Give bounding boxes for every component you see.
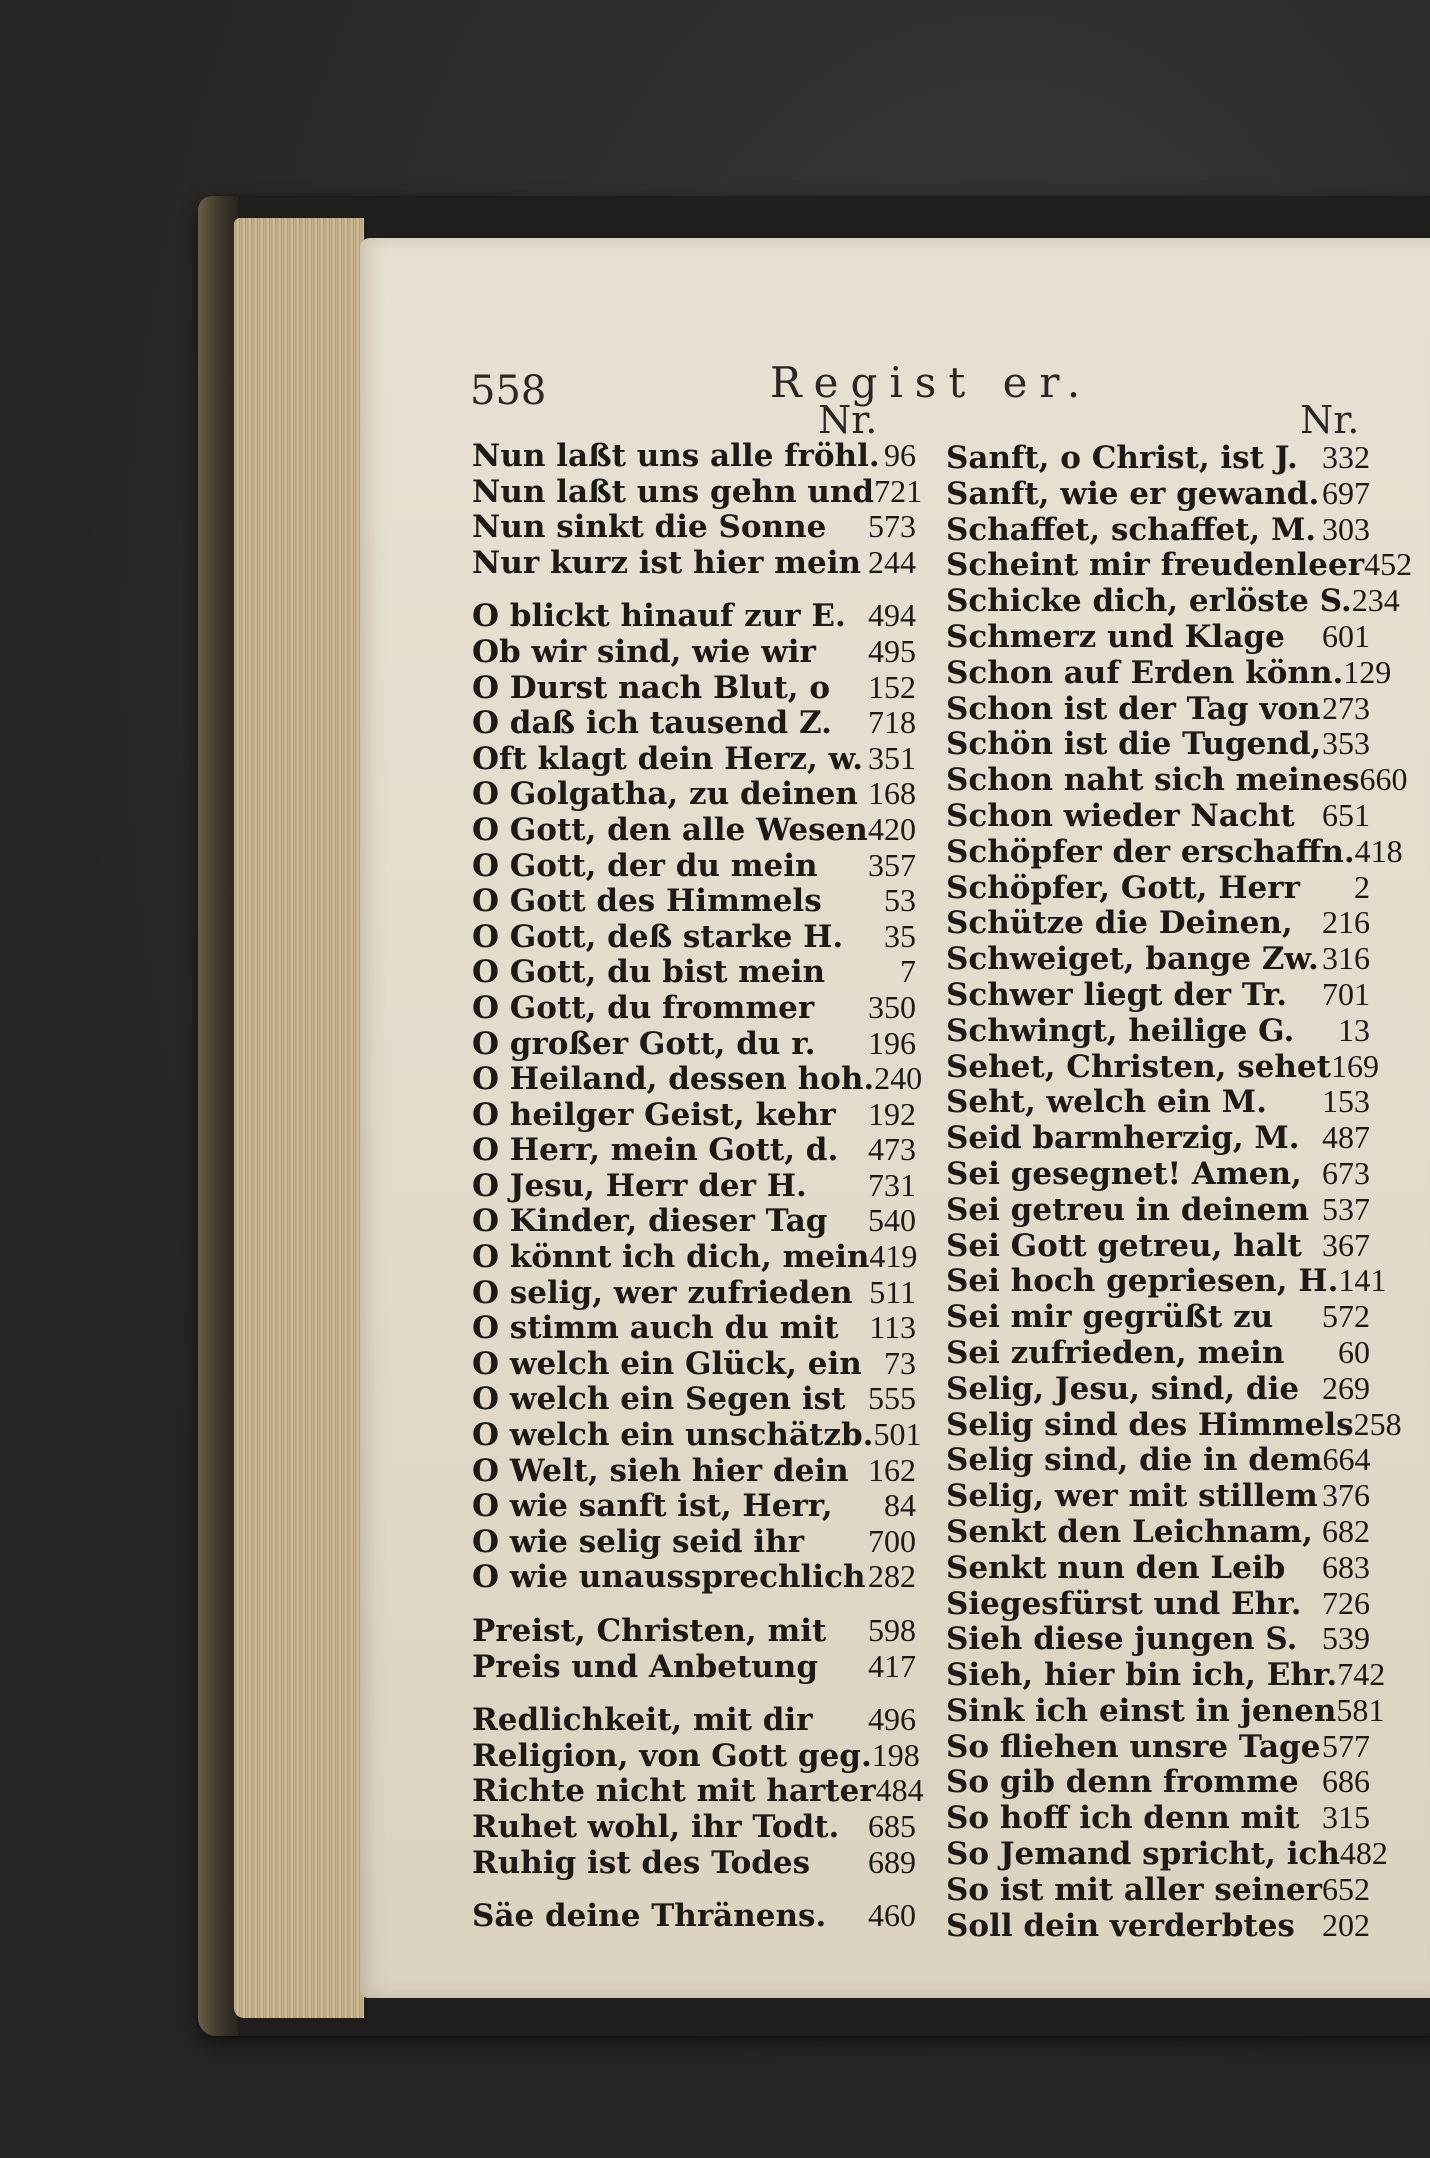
index-entry (946, 1656, 1386, 1694)
index-entry (472, 954, 916, 990)
index-entry (946, 1764, 1370, 1800)
hymn-title: O blickt hinauf zur E. (472, 598, 846, 635)
index-entry (946, 977, 1370, 1013)
index-entry (472, 1310, 916, 1346)
hymn-number: 418 (1354, 832, 1403, 869)
hymn-number: 376 (1322, 1477, 1370, 1514)
index-entry (472, 634, 916, 670)
index-entry (472, 883, 916, 919)
index-entry (472, 1453, 916, 1489)
hymn-title: Richte nicht mit harter (472, 1773, 876, 1810)
index-entry (472, 598, 916, 634)
hymn-number: 482 (1339, 1835, 1388, 1872)
hymn-number: 60 (1338, 1333, 1370, 1370)
index-entry (472, 1772, 924, 1810)
hymn-title: Oft klagt dein Herz, w. (472, 740, 863, 777)
hymn-title: O welch ein Segen ist (472, 1381, 846, 1418)
hymn-title: Schon ist der Tag von (946, 690, 1321, 727)
index-entry (946, 1013, 1370, 1049)
hymn-number: 555 (868, 1380, 916, 1417)
hymn-title: O wie unaussprechlich (472, 1559, 866, 1596)
index-entry (472, 509, 916, 545)
index-entry (472, 705, 916, 741)
hymn-number: 460 (868, 1897, 916, 1934)
hymn-number: 731 (868, 1166, 916, 1203)
hymn-title: Ob wir sind, wie wir (472, 633, 816, 670)
left-index-column (472, 437, 924, 1935)
hymn-number: 332 (1322, 439, 1370, 475)
hymn-title: O Gott, den alle Wesen (472, 811, 868, 848)
hymn-title: Schweiget, bange Zw. (946, 941, 1319, 978)
hymn-number: 258 (1353, 1405, 1402, 1442)
hymn-title: Preist, Christen, mit (472, 1613, 827, 1649)
hymn-number: 651 (1322, 796, 1370, 833)
index-entry (472, 1203, 916, 1239)
hymn-number: 417 (868, 1647, 916, 1684)
index-entry (472, 1026, 916, 1062)
running-head: Regist er. (770, 358, 1093, 407)
hymn-title: Siegesfürst und Ehr. (946, 1585, 1302, 1622)
index-entry (946, 1262, 1387, 1300)
hymn-title: So ist mit aller seiner (946, 1871, 1322, 1908)
hymn-title: O Gott, deß starke H. (472, 918, 844, 955)
hymn-number: 316 (1322, 940, 1370, 977)
hymn-title: O Golgatha, zu deinen (472, 776, 858, 813)
hymn-number: 495 (868, 632, 916, 669)
hymn-number: 315 (1322, 1799, 1370, 1836)
index-entry (472, 438, 916, 474)
hymn-title: Schon naht sich meines (946, 762, 1360, 799)
hymn-number: 13 (1338, 1011, 1370, 1048)
hymn-title: Sieh, hier bin ich, Ehr. (946, 1657, 1338, 1694)
book-cover-edge (198, 196, 238, 2036)
hymn-number: 572 (1322, 1298, 1370, 1335)
hymn-number: 113 (869, 1309, 916, 1346)
index-entry (472, 1702, 916, 1738)
index-entry (472, 1809, 916, 1845)
index-entry (946, 476, 1370, 512)
hymn-number: 273 (1322, 689, 1370, 726)
hymn-number: 216 (1322, 904, 1370, 941)
hymn-title: O wie sanft ist, Herr, (472, 1488, 833, 1525)
hymn-title: O Kinder, dieser Tag (472, 1203, 828, 1240)
section-gap (472, 1684, 916, 1702)
hymn-title: Selig, Jesu, sind, die (946, 1370, 1300, 1407)
hymn-number: 84 (884, 1487, 916, 1524)
hymn-number: 511 (869, 1273, 916, 1310)
hymn-title: O großer Gott, du r. (472, 1025, 816, 1062)
hymn-number: 577 (1322, 1727, 1370, 1764)
hymn-number: 129 (1343, 653, 1392, 690)
index-entry (946, 726, 1370, 762)
index-entry (946, 1514, 1370, 1550)
hymn-number: 419 (869, 1238, 918, 1275)
index-entry (946, 1228, 1370, 1264)
index-entry (946, 1586, 1370, 1622)
hymn-title: Schöpfer der erschaffn. (946, 833, 1355, 870)
hymn-number: 496 (868, 1701, 916, 1738)
hymn-number: 282 (868, 1558, 916, 1595)
hymn-title: Schon auf Erden könn. (946, 654, 1344, 691)
hymn-number: 689 (868, 1843, 916, 1880)
index-entry (472, 1613, 916, 1649)
hymn-number: 269 (1322, 1369, 1370, 1406)
index-entry (946, 1872, 1370, 1908)
index-entry (472, 1097, 916, 1133)
index-entry (946, 1156, 1370, 1192)
index-entry (946, 1371, 1370, 1407)
hymn-title: Sei getreu in deinem (946, 1191, 1310, 1228)
index-entry (472, 990, 916, 1026)
hymn-title: O wie selig seid ihr (472, 1523, 805, 1560)
index-entry (946, 440, 1370, 476)
hymn-number: 697 (1322, 474, 1370, 511)
index-entry (946, 1192, 1370, 1228)
index-entry (946, 905, 1370, 941)
hymn-title: O daß ich tausend Z. (472, 705, 832, 742)
hymn-title: Religion, von Gott geg. (472, 1737, 872, 1774)
hymn-number: 452 (1364, 546, 1413, 583)
index-entry (946, 1405, 1402, 1443)
index-entry (946, 798, 1370, 834)
hymn-title: Selig sind des Himmels (946, 1406, 1354, 1443)
hymn-title: Sei mir gegrüßt zu (946, 1299, 1274, 1336)
index-entry (472, 1168, 916, 1204)
hymn-title: O Gott, du bist mein (472, 954, 826, 991)
hymn-title: Sei zufrieden, mein (946, 1334, 1285, 1371)
index-entry (472, 1132, 916, 1168)
hymn-title: O Gott, der du mein (472, 847, 818, 884)
index-entry (472, 919, 916, 955)
hymn-title: Soll dein verderbtes (946, 1907, 1295, 1944)
hymn-title: Nun sinkt die Sonne (472, 509, 827, 546)
hymn-number: 73 (884, 1344, 916, 1381)
hymn-number: 202 (1322, 1906, 1370, 1943)
index-entry (946, 546, 1413, 584)
hymn-number: 718 (868, 704, 916, 741)
hymn-number: 598 (868, 1612, 916, 1648)
hymn-number: 350 (868, 988, 916, 1025)
hymn-title: Schwingt, heilige G. (946, 1012, 1295, 1049)
hymn-number: 673 (1322, 1154, 1370, 1191)
index-entry (946, 941, 1370, 977)
hymn-title: Sei hoch gepriesen, H. (946, 1263, 1339, 1300)
hymn-title: Sanft, o Christ, ist J. (946, 440, 1298, 476)
hymn-number: 685 (868, 1807, 916, 1844)
index-entry (472, 812, 916, 848)
hymn-title: So fliehen unsre Tage (946, 1728, 1321, 1765)
hymn-number: 198 (871, 1736, 920, 1773)
hymn-number: 473 (868, 1131, 916, 1168)
index-entry (946, 1084, 1370, 1120)
hymn-number: 501 (873, 1416, 922, 1453)
hymn-number: 303 (1322, 510, 1370, 547)
index-entry (472, 1524, 916, 1560)
hymn-title: Sei gesegnet! Amen, (946, 1155, 1302, 1192)
hymn-title: O Herr, mein Gott, d. (472, 1132, 839, 1169)
right-column-header: Nr. (1300, 398, 1360, 442)
index-entry (472, 1559, 916, 1595)
hymn-title: Seht, welch ein M. (946, 1084, 1267, 1121)
hymn-number: 581 (1336, 1691, 1385, 1728)
hymn-number: 721 (874, 472, 923, 509)
index-entry (472, 1381, 916, 1417)
hymn-title: Schöpfer, Gott, Herr (946, 869, 1300, 906)
hymn-title: O Durst nach Blut, o (472, 669, 831, 706)
hymn-title: O Heiland, dessen hoh. (472, 1061, 875, 1098)
index-entry (472, 1275, 916, 1311)
hymn-number: 700 (868, 1522, 916, 1559)
hymn-title: O Welt, sieh hier dein (472, 1452, 849, 1489)
hymn-number: 351 (868, 739, 916, 776)
index-entry (946, 1550, 1370, 1586)
hymn-number: 240 (874, 1060, 923, 1097)
index-entry (472, 1060, 923, 1098)
index-entry (946, 1729, 1370, 1765)
hymn-number: 153 (1322, 1083, 1370, 1120)
hymn-number: 664 (1322, 1441, 1371, 1478)
index-entry (946, 1120, 1370, 1156)
index-entry (472, 1649, 916, 1685)
index-entry (946, 691, 1370, 727)
hymn-title: Nur kurz ist hier mein (472, 544, 862, 581)
hymn-number: 152 (868, 668, 916, 705)
hymn-title: Ruhig ist des Todes (472, 1844, 811, 1881)
index-entry (472, 1239, 916, 1275)
index-entry (946, 1047, 1379, 1085)
hymn-title: Schön ist die Tugend, (946, 726, 1322, 763)
hymn-title: So Jemand spricht, ich (946, 1836, 1340, 1873)
hymn-number: 601 (1322, 617, 1370, 654)
index-entry (472, 472, 923, 510)
page-edges (234, 218, 364, 2018)
hymn-number: 540 (868, 1202, 916, 1239)
index-entry (472, 741, 916, 777)
hymn-number: 141 (1338, 1262, 1387, 1299)
index-entry (946, 1478, 1370, 1514)
index-entry (946, 1335, 1370, 1371)
hymn-title: Nun laßt uns gehn und (472, 473, 875, 510)
hymn-title: Schütze die Deinen, (946, 905, 1293, 942)
hymn-title: Selig sind, die in dem (946, 1442, 1323, 1479)
hymn-number: 169 (1330, 1047, 1379, 1084)
index-entry (946, 512, 1370, 548)
hymn-number: 35 (884, 917, 916, 954)
hymn-number: 686 (1322, 1763, 1370, 1800)
index-entry (472, 670, 916, 706)
index-entry (946, 1835, 1388, 1873)
hymn-number: 726 (1322, 1584, 1370, 1621)
hymn-number: 162 (868, 1451, 916, 1488)
hymn-number: 367 (1322, 1226, 1370, 1263)
hymn-number: 487 (1322, 1119, 1370, 1156)
hymn-number: 234 (1351, 582, 1400, 619)
hymn-title: Scheint mir freudenleer (946, 547, 1365, 584)
hymn-title: O welch ein unschätzb. (472, 1417, 874, 1454)
hymn-title: Sehet, Christen, sehet (946, 1048, 1331, 1085)
hymn-title: Sei Gott getreu, halt (946, 1227, 1302, 1264)
index-entry (946, 582, 1400, 620)
hymn-number: 357 (868, 846, 916, 883)
hymn-number: 742 (1337, 1656, 1386, 1693)
hymn-title: Senkt nun den Leib (946, 1549, 1286, 1586)
hymn-title: O selig, wer zufrieden (472, 1274, 853, 1311)
hymn-title: Schicke dich, erlöste S. (946, 583, 1352, 620)
hymn-title: O Jesu, Herr der H. (472, 1167, 807, 1204)
index-entry (472, 1898, 916, 1934)
index-entry (472, 1346, 916, 1382)
hymn-title: Schaffet, schaffet, M. (946, 511, 1317, 548)
hymn-number: 682 (1322, 1512, 1370, 1549)
hymn-number: 192 (868, 1095, 916, 1132)
hymn-title: So hoff ich denn mit (946, 1800, 1300, 1837)
index-entry (946, 870, 1370, 906)
index-entry (946, 1442, 1370, 1478)
index-entry (472, 1416, 922, 1454)
section-gap (472, 1595, 916, 1613)
hymn-title: Sanft, wie er gewand. (946, 475, 1320, 512)
section-gap (472, 580, 916, 598)
hymn-number: 196 (868, 1024, 916, 1061)
index-entry (946, 619, 1370, 655)
hymn-title: So gib denn fromme (946, 1764, 1299, 1801)
hymn-title: Nun laßt uns alle fröhl. (472, 438, 880, 474)
index-entry (472, 545, 916, 581)
hymn-number: 2 (1354, 868, 1370, 905)
hymn-number: 652 (1322, 1870, 1370, 1907)
hymn-number: 660 (1359, 761, 1408, 798)
hymn-number: 494 (868, 597, 916, 634)
index-entry (946, 1691, 1385, 1729)
hymn-title: Seid barmherzig, M. (946, 1120, 1300, 1157)
hymn-title: Redlichkeit, mit dir (472, 1702, 813, 1739)
hymn-number: 420 (868, 810, 916, 847)
left-column-header: Nr. (818, 398, 878, 442)
hymn-number: 96 (884, 437, 916, 473)
hymn-title: O Gott, du frommer (472, 989, 815, 1026)
hymn-title: Schon wieder Nacht (946, 797, 1295, 834)
hymn-number: 7 (900, 953, 916, 990)
hymn-number: 701 (1322, 975, 1370, 1012)
hymn-number: 244 (868, 543, 916, 580)
index-entry (472, 1736, 920, 1774)
hymn-number: 683 (1322, 1548, 1370, 1585)
hymn-number: 537 (1322, 1190, 1370, 1227)
index-entry (946, 653, 1392, 691)
hymn-title: O stimm auch du mit (472, 1310, 839, 1347)
hymn-title: O Gott des Himmels (472, 883, 822, 920)
index-entry (946, 761, 1408, 799)
index-entry (946, 1621, 1370, 1657)
index-entry (472, 848, 916, 884)
hymn-number: 539 (1322, 1620, 1370, 1657)
hymn-number: 484 (875, 1772, 924, 1809)
hymn-number: 53 (884, 882, 916, 919)
hymn-title: O welch ein Glück, ein (472, 1345, 862, 1382)
hymn-number: 353 (1322, 725, 1370, 762)
hymn-title: O könnt ich dich, mein (472, 1239, 870, 1276)
index-entry (946, 1299, 1370, 1335)
index-entry (946, 832, 1403, 870)
section-gap (472, 1880, 916, 1898)
right-index-column (946, 439, 1413, 1944)
index-entry (472, 1845, 916, 1881)
hymn-title: Senkt den Leichnam, (946, 1513, 1313, 1550)
index-entry (946, 1800, 1370, 1836)
index-entry (946, 1908, 1370, 1944)
page-number: 558 (470, 368, 547, 414)
hymn-number: 168 (868, 775, 916, 812)
hymn-title: Sink ich einst in jenen (946, 1692, 1337, 1729)
hymn-title: Preis und Anbetung (472, 1648, 818, 1685)
hymn-number: 573 (868, 508, 916, 545)
hymn-title: Selig, wer mit stillem (946, 1478, 1318, 1515)
hymn-title: Ruhet wohl, ihr Todt. (472, 1808, 840, 1845)
hymn-title: Schwer liegt der Tr. (946, 976, 1288, 1013)
hymn-title: Sieh diese jungen S. (946, 1621, 1298, 1658)
hymn-title: O heilger Geist, kehr (472, 1096, 836, 1133)
hymn-title: Säe deine Thränens. (472, 1898, 827, 1935)
index-entry (472, 776, 916, 812)
index-entry (472, 1488, 916, 1524)
hymn-title: Schmerz und Klage (946, 618, 1285, 655)
